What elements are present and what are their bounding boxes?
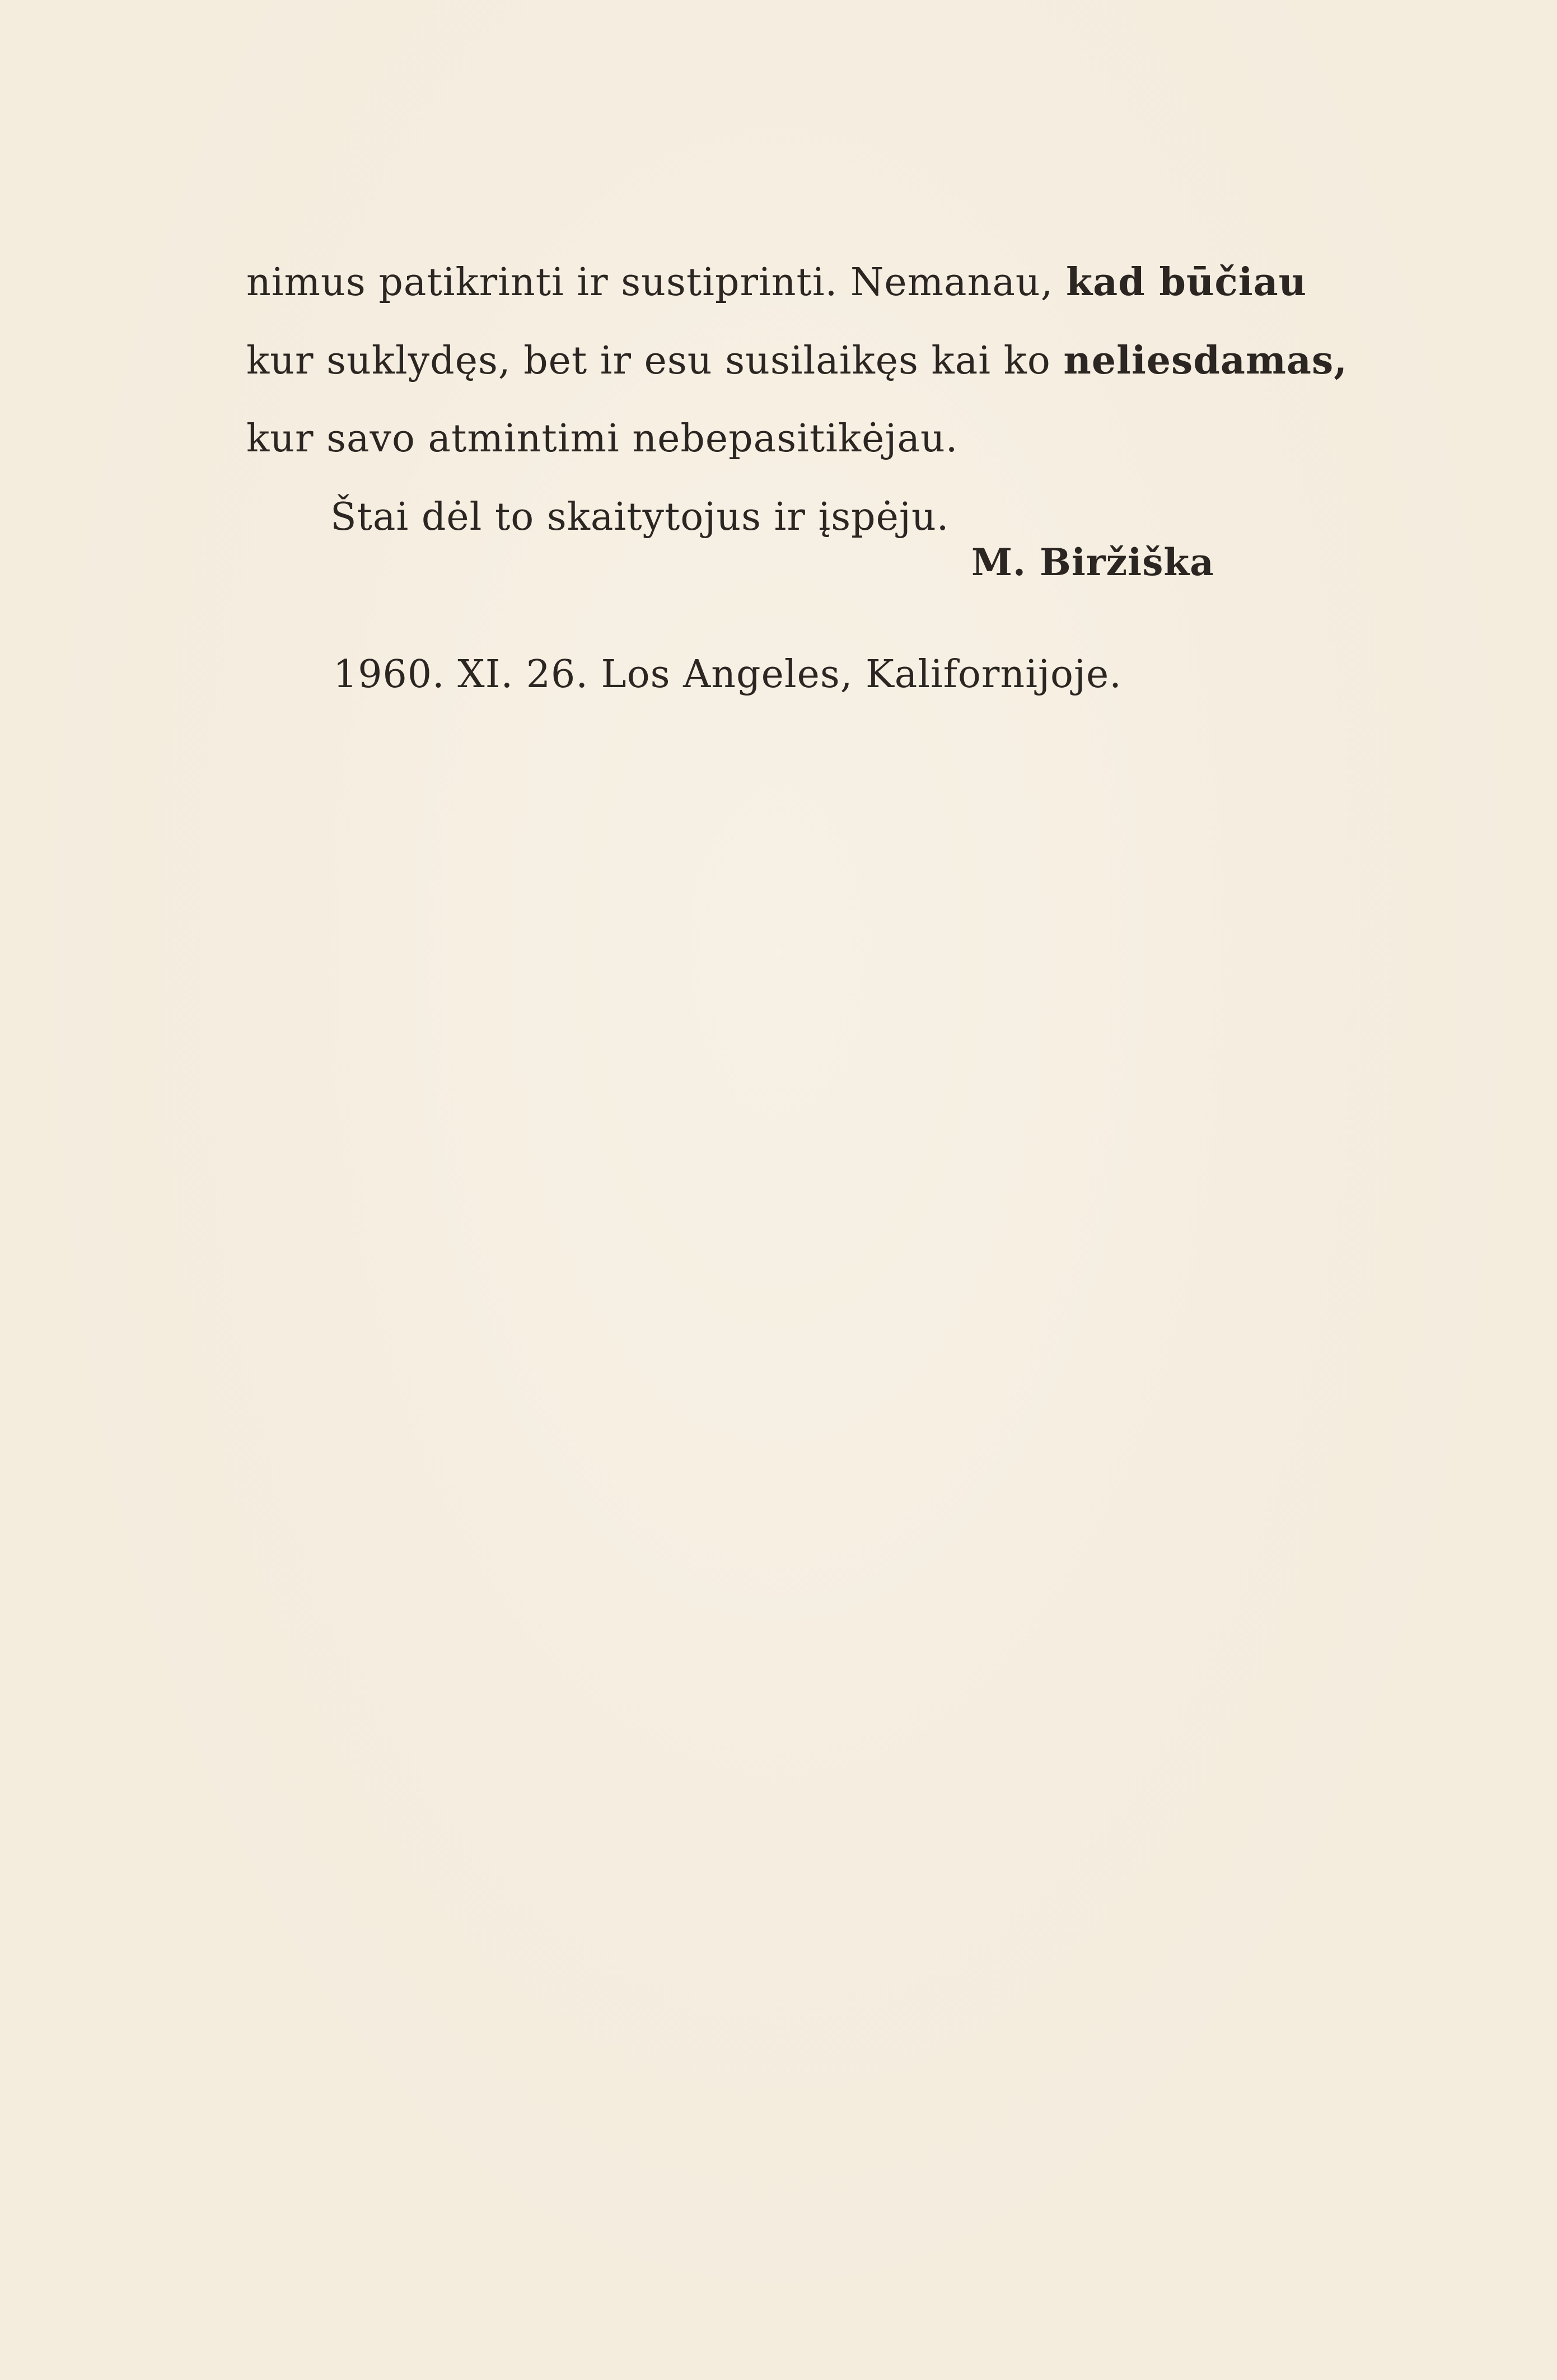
line-1-text: nimus patikrinti ir sustiprinti. Nemanau,: [246, 260, 1066, 305]
line-2-text: kur suklydęs, bet ir esu susilaikęs kai ko: [246, 339, 1064, 383]
line-2-bold-text: neliesdamas,: [1063, 338, 1348, 383]
paragraph-line-3: kur savo atmintimi nebepasitikėjau.: [246, 417, 958, 461]
line-1-bold-text: kad būčiau: [1065, 260, 1307, 305]
date-place-line: 1960. XI. 26. Los Angeles, Kalifornijoje.: [333, 652, 1122, 697]
paragraph-line-1: [246, 260, 1307, 305]
paragraph-line-2: [246, 338, 1348, 383]
paragraph-line-4: Štai dėl to skaitytojus ir įspėju.: [330, 495, 950, 539]
author-signature: M. Biržiška: [971, 540, 1214, 584]
